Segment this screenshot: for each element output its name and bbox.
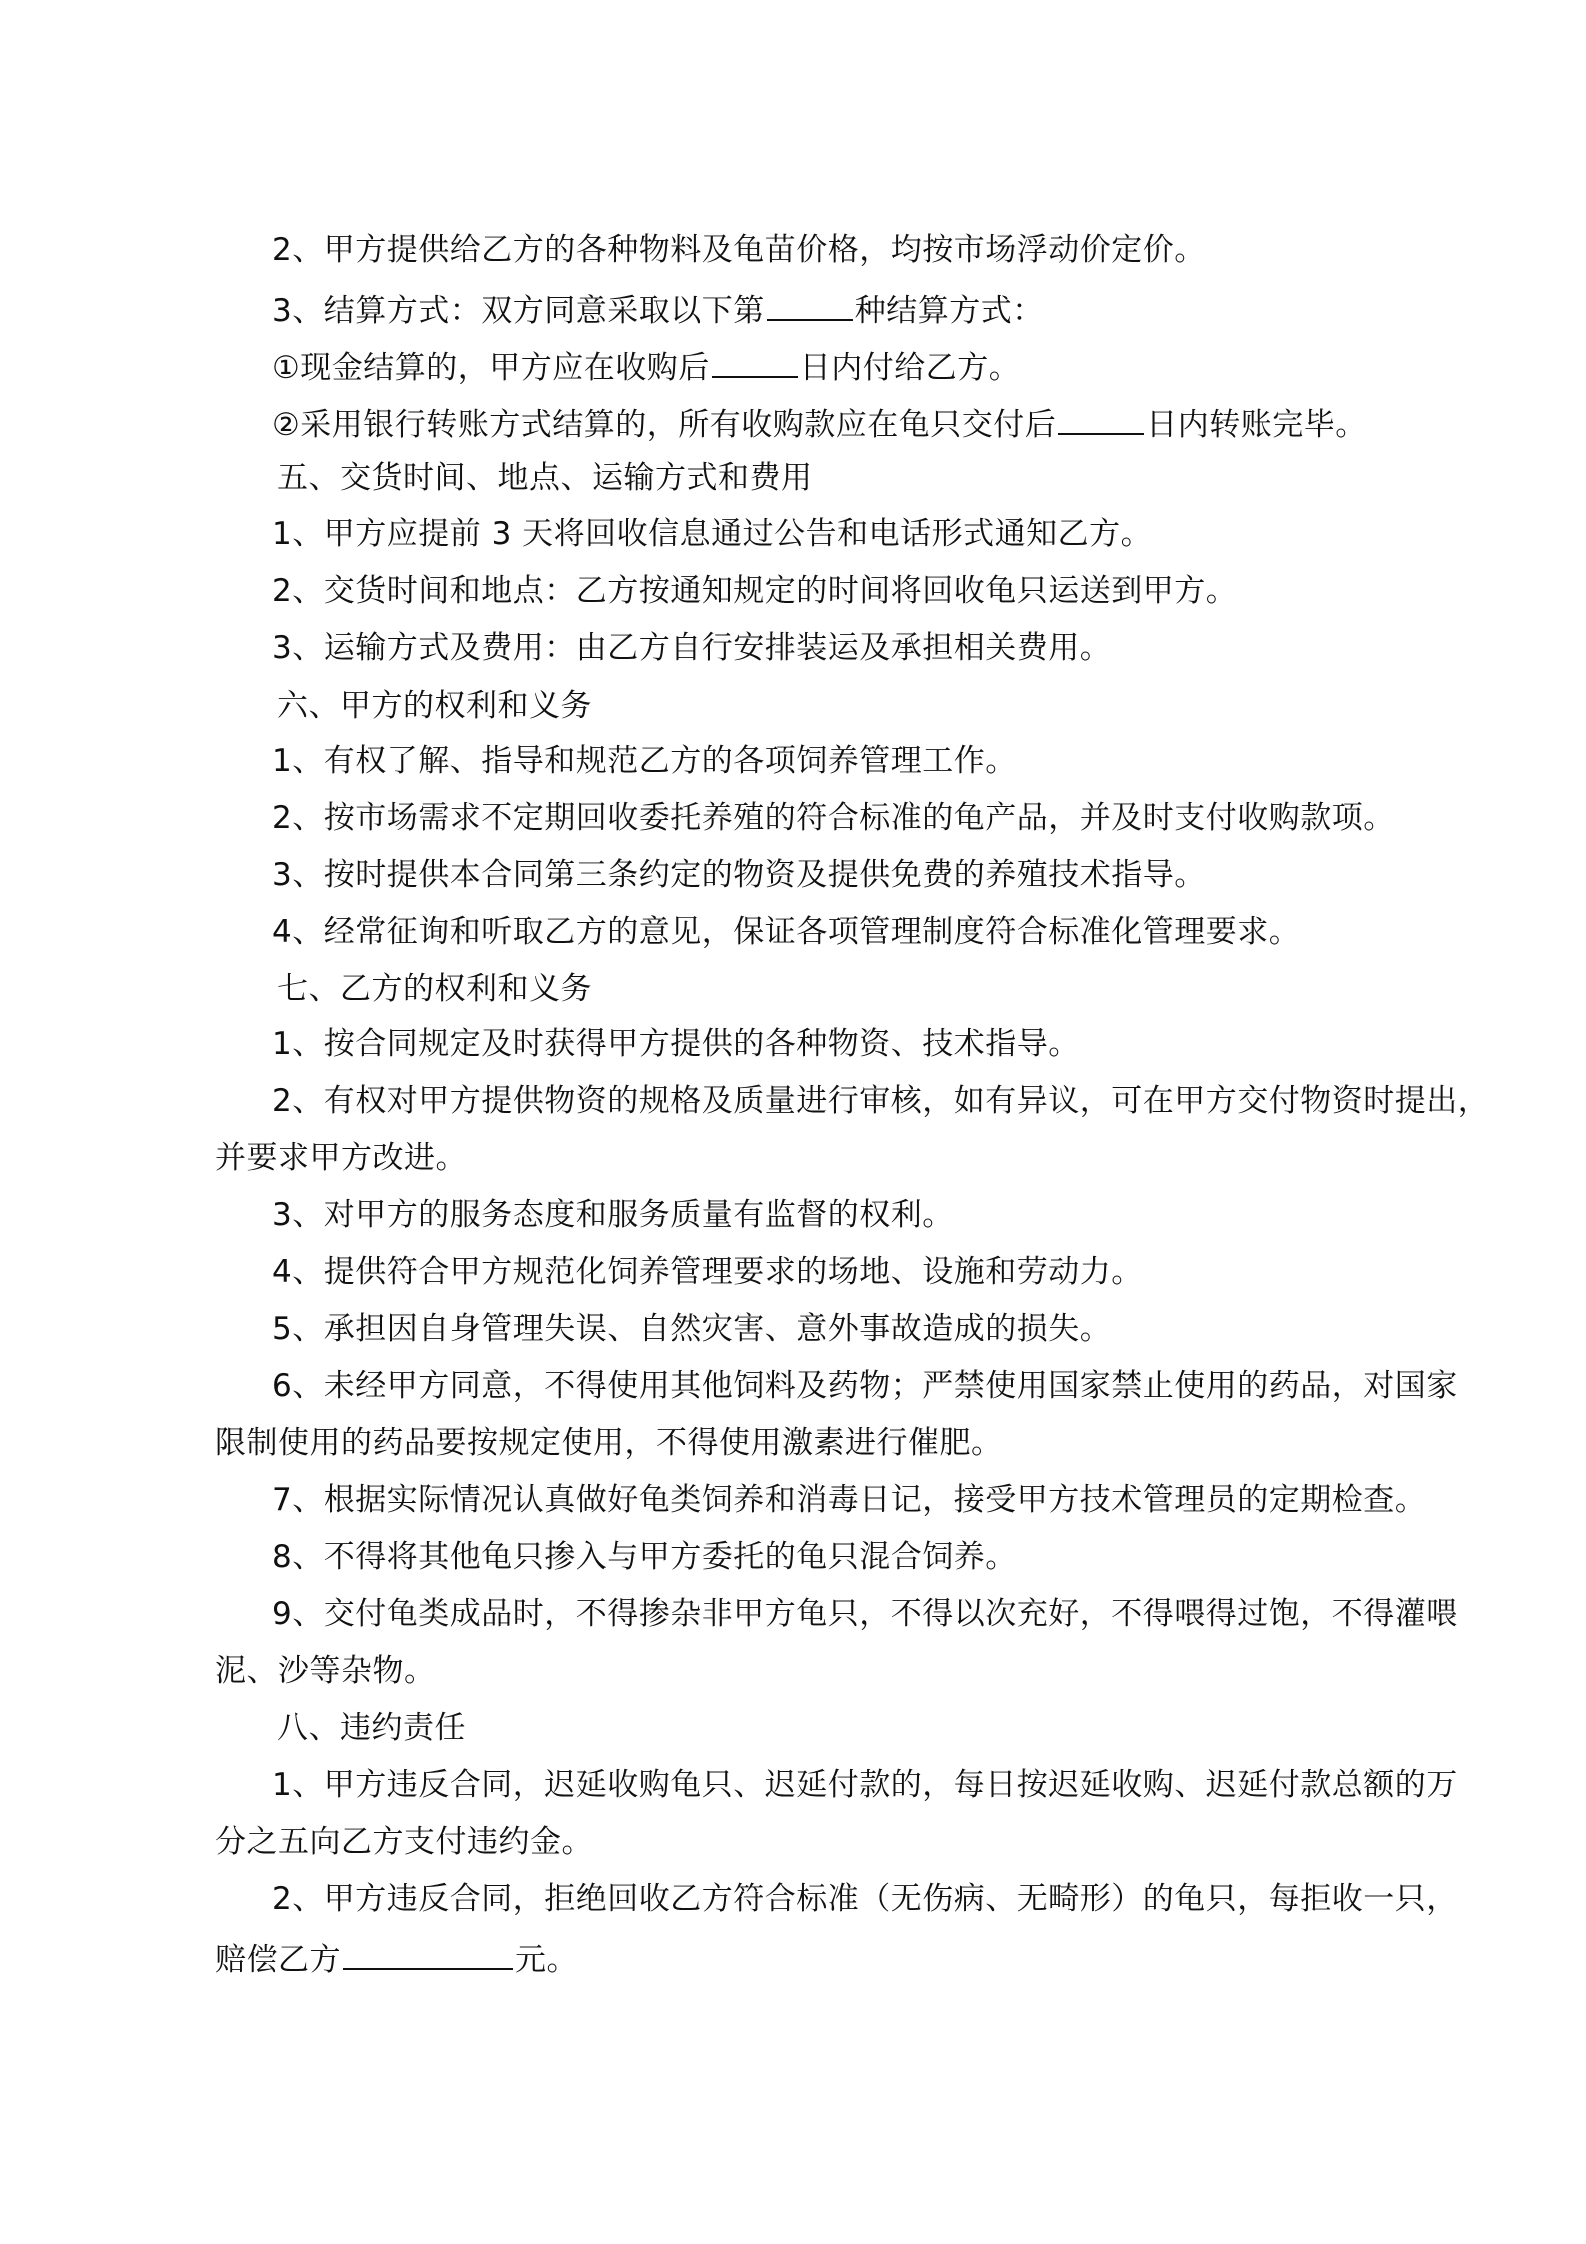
paragraph-line [272,1539,1017,1575]
text: 限制使用的药品要按规定使用，不得使用激素进行催肥。 [215,1425,1003,1461]
paragraph-line [215,1653,436,1689]
fill-in-blank[interactable] [767,289,853,321]
text: 元。 [515,1942,578,1978]
text: 赔偿乙方 [215,1942,341,1978]
text: 2、甲方提供给乙方的各种物料及龟苗价格，均按市场浮动价定价。 [272,232,1206,268]
text: 2、交货时间和地点：乙方按通知规定的时间将回收龟只运送到甲方。 [272,573,1238,609]
section-heading [277,971,592,1007]
paragraph-line [272,857,1206,893]
paragraph-line [272,516,1152,552]
paragraph-line [272,1596,1458,1632]
paragraph-line [272,346,1020,386]
paragraph-line [272,1197,954,1233]
text: 1、甲方违反合同，迟延收购龟只、迟延付款的，每日按迟延收购、迟延付款总额的万 [272,1767,1458,1803]
text: 八、违约责任 [277,1710,466,1746]
text: 3、按时提供本合同第三条约定的物资及提供免费的养殖技术指导。 [272,857,1206,893]
paragraph-line [215,1140,467,1176]
text: 4、提供符合甲方规范化饲养管理要求的场地、设施和劳动力。 [272,1254,1143,1290]
text: 3、结算方式：双方同意采取以下第 [272,293,765,329]
text: 6、未经甲方同意，不得使用其他饲料及药物；严禁使用国家禁止使用的药品，对国家 [272,1368,1458,1404]
fill-in-blank[interactable] [712,346,798,378]
text: 1、甲方应提前 3 天将回收信息通过公告和电话形式通知乙方。 [272,516,1153,552]
text: 泥、沙等杂物。 [215,1653,436,1689]
fill-in-blank[interactable] [1058,403,1144,435]
text: 2、有权对甲方提供物资的规格及质量进行审核，如有异议，可在甲方交付物资时提出， [272,1083,1490,1119]
paragraph-line [272,630,1111,666]
paragraph-line [272,573,1237,609]
paragraph-line [272,1482,1426,1518]
paragraph-line [272,1368,1458,1404]
text: 1、按合同规定及时获得甲方提供的各种物资、技术指导。 [272,1026,1080,1062]
paragraph-line [272,914,1300,950]
paragraph-line [272,289,1044,329]
paragraph-line [272,743,1017,779]
text: 日内转账完毕。 [1146,407,1367,443]
paragraph-line [215,1824,593,1860]
text: 并要求甲方改进。 [215,1140,467,1176]
paragraph-line [215,1938,578,1978]
text: ①现金结算的，甲方应在收购后 [272,350,710,386]
paragraph-line [272,1767,1458,1803]
paragraph-line [272,800,1395,836]
text: 8、不得将其他龟只掺入与甲方委托的龟只混合饲养。 [272,1539,1017,1575]
paragraph-line [272,1254,1143,1290]
text: 七、乙方的权利和义务 [277,971,592,1007]
text: 六、甲方的权利和义务 [277,688,592,724]
text: 5、承担因自身管理失误、自然灾害、意外事故造成的损失。 [272,1311,1112,1347]
paragraph-line [272,1026,1080,1062]
section-heading [277,688,592,724]
paragraph-line [215,1425,1003,1461]
text: 1、有权了解、指导和规范乙方的各项饲养管理工作。 [272,743,1017,779]
paragraph-line [272,1083,1489,1119]
paragraph-line [272,232,1206,268]
section-heading [277,1710,466,1746]
text: 3、对甲方的服务态度和服务质量有监督的权利。 [272,1197,954,1233]
fill-in-blank[interactable] [343,1938,513,1970]
text: 五、交货时间、地点、运输方式和费用 [277,460,813,496]
text: 3、运输方式及费用：由乙方自行安排装运及承担相关费用。 [272,630,1112,666]
text: 4、经常征询和听取乙方的意见，保证各项管理制度符合标准化管理要求。 [272,914,1301,950]
paragraph-line [272,1881,1458,1917]
section-heading [277,460,813,496]
paragraph-line [272,403,1367,443]
text: 2、按市场需求不定期回收委托养殖的符合标准的龟产品，并及时支付收购款项。 [272,800,1395,836]
text: 7、根据实际情况认真做好龟类饲养和消毒日记，接受甲方技术管理员的定期检查。 [272,1482,1427,1518]
text: 种结算方式： [854,293,1044,329]
text: 分之五向乙方支付违约金。 [215,1824,593,1860]
text: ②采用银行转账方式结算的，所有收购款应在龟只交付后 [272,407,1057,443]
text: 日内付给乙方。 [799,350,1021,386]
text: 9、交付龟类成品时，不得掺杂非甲方龟只，不得以次充好，不得喂得过饱，不得灌喂 [272,1596,1458,1632]
paragraph-line [272,1311,1111,1347]
text: 2、甲方违反合同，拒绝回收乙方符合标准（无伤病、无畸形）的龟只，每拒收一只， [272,1881,1458,1917]
